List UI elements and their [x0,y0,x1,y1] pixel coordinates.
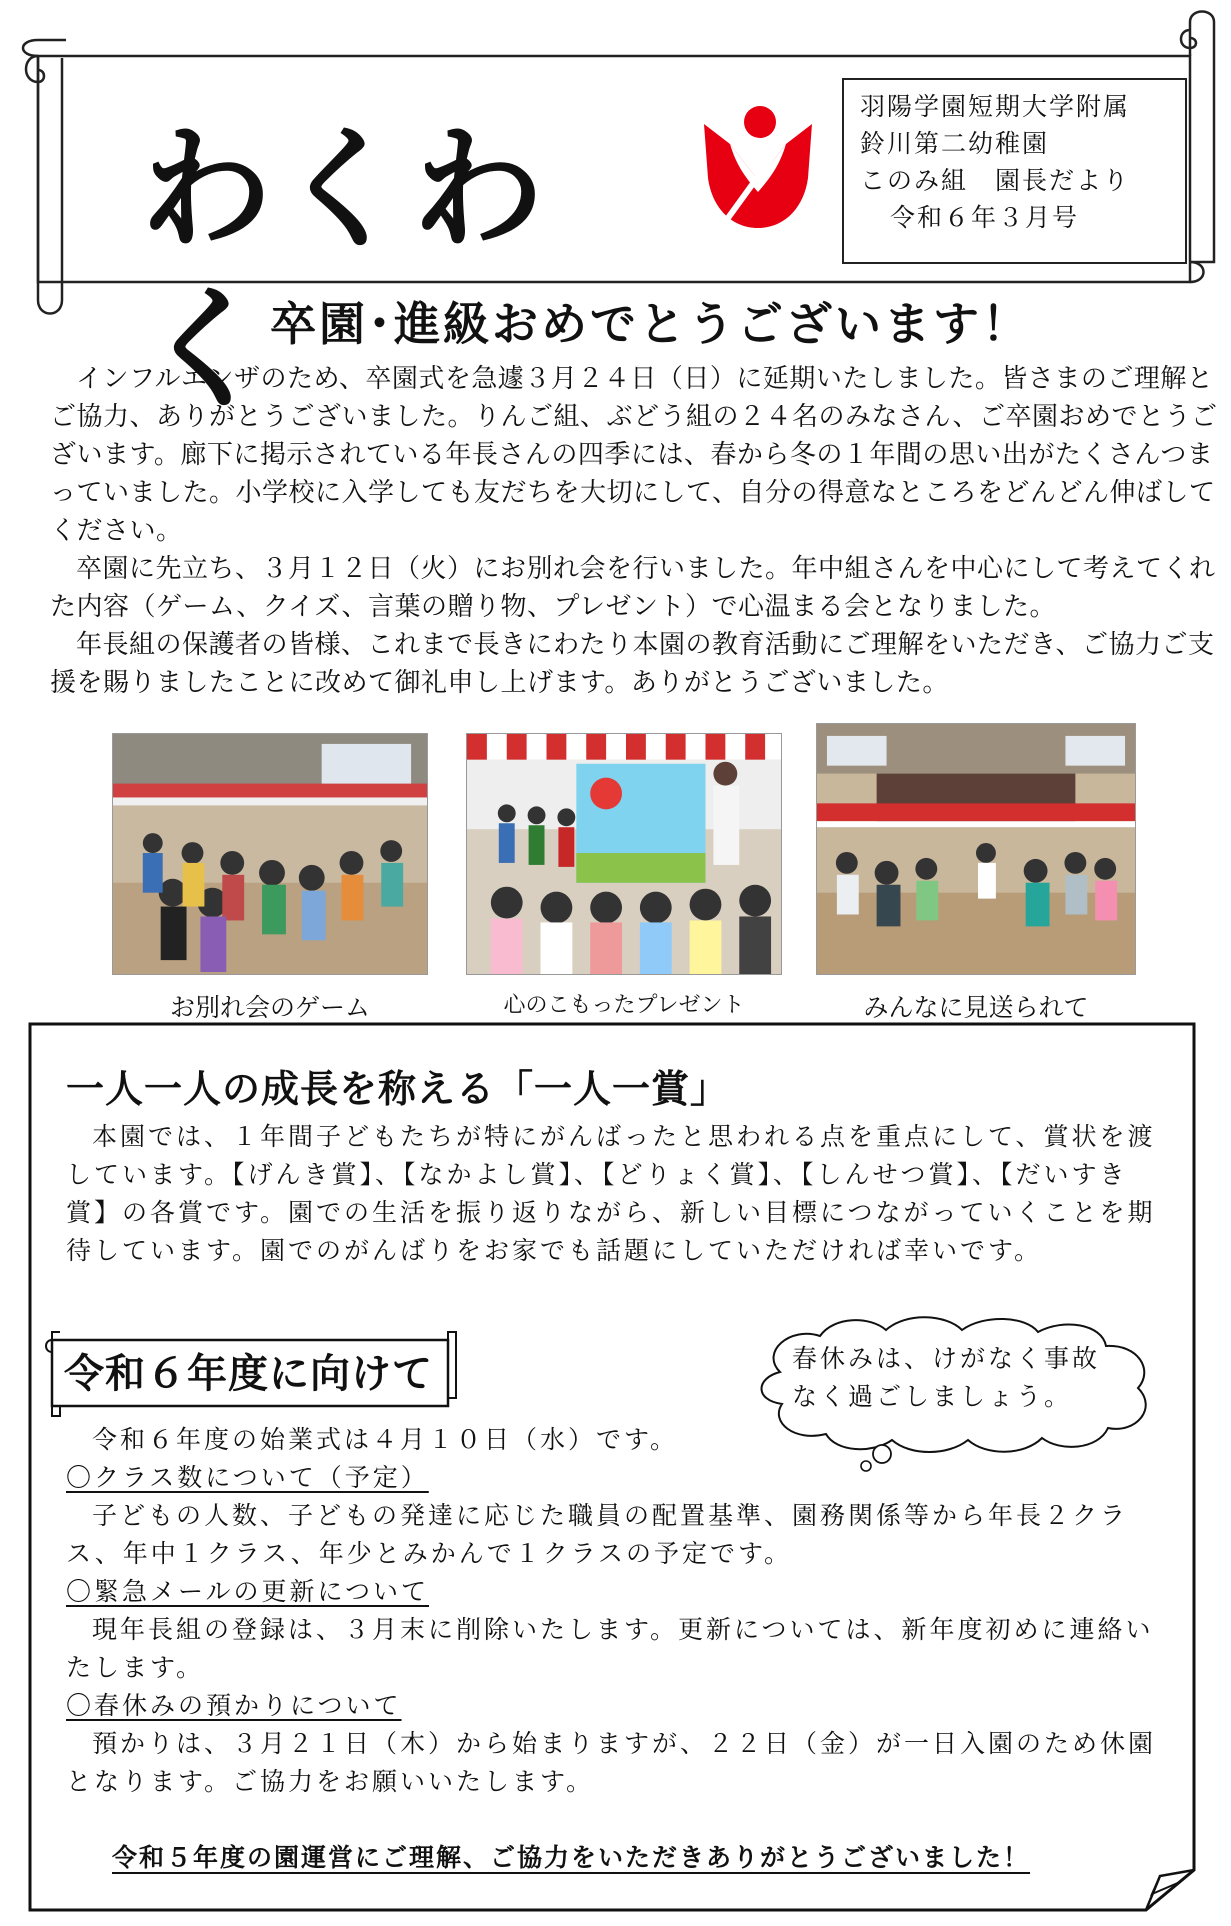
spring-care-text: 預かりは、３月２１日（木）から始まりますが、２２日（金）が一日入園のため休園となります。ご協力をお願いいたします。 [66,1729,1157,1796]
school-info-box [842,78,1187,264]
award-paragraph: 本園では、１年間子どもたちが特にがんばったと思われる点を重点にして、賞状を渡しています。【げんき賞】、【なかよし賞】、【どりょく賞】、【しんせつ賞】、【だいすき賞】の各賞です。園での生活を振り返りながら、新しい目標につながっていくことを期待しています。園でのがんばりをお家でも話題にしていただければ幸いです。 [66,1122,1156,1265]
reminder-line-1: 春休みは、けがなく事故 [792,1344,1101,1373]
term-start-text: 令和６年度の始業式は４月１０日（水）です。 [92,1425,679,1454]
emergency-mail-text: 現年長組の登録は、３月末に削除いたします。更新については、新年度初めに連絡いたします。 [66,1615,1154,1682]
tulip-logo-icon [700,100,815,235]
reminder-line-2: なく過ごしましょう。 [792,1382,1073,1411]
school-name-line-2: 鈴川第二幼稚園 [860,129,1050,158]
masthead-title: わくわく [140,113,548,427]
next-year-banner [44,1330,460,1418]
photo-caption-1: お別れ会のゲーム [169,993,370,1022]
intro-paragraph-2: 卒園に先立ち、３月１２日（火）にお別れ会を行いました。年中組さんを中心にして考えてくれた内容（ゲーム、クイズ、言葉の贈り物、プレゼント）で心温まる会となりました。 [50,554,1216,622]
next-year-banner-text: 令和６年度に向けて [64,1351,433,1397]
intro-paragraph-1: インフルエンザのため、卒園式を急遽３月２４日（日）に延期いたしました。皆さまのご理解とご協力、ありがとうございました。りんご組、ぶどう組の２４名のみなさん、ご卒園おめでとうございます。廊下に掲示されている年長さんの四季には、春から冬の１年間の思い出がたくさんつまっていました。小学校に入学しても友だちを大切にして、自分の得意なところをどんどん伸ばしてください。 [50,364,1218,546]
reminder-text [792,1340,1100,1416]
spring-care-heading: 〇春休みの預かりについて [66,1691,402,1720]
closing-message: 令和５年度の園運営にご理解、ご協力をいただきありがとうございました！ [112,1843,1031,1872]
photo-caption-3: みんなに見送られて [863,993,1089,1022]
class-count-text: 子どもの人数、子どもの発達に応じた職員の配置基準、園務関係等から年長２クラス、年中１クラス、年少とみかんで１クラスの予定です。 [66,1501,1129,1568]
issue-date: 令和６年３月号 [890,203,1080,232]
school-name-line-1: 羽陽学園短期大学附属 [860,92,1131,121]
class-count-heading: 〇クラス数について（予定） [66,1463,429,1492]
next-year-details [66,1421,1166,1801]
emergency-mail-heading: 〇緊急メールの更新について [66,1577,430,1606]
intro-text [50,360,1220,702]
photo-caption-2: 心のこもったプレゼント [503,993,745,1018]
photo-farewell-game [112,733,428,975]
award-section-title: 一人一人の成長を称える「一人一賞」 [66,1067,730,1111]
photo-heartfelt-present [466,733,782,975]
main-title: 卒園･進級おめでとうございます！ [270,297,1031,351]
photo-send-off [816,723,1136,975]
intro-paragraph-3: 年長組の保護者の皆様、これまで長きにわたり本園の教育活動にご理解をいただき、ご協力ご支援を賜りましたことに改めて御礼申し上げます。ありがとうございました。 [50,630,1215,698]
award-text [66,1118,1166,1270]
class-newsletter-line: このみ組 園長だより [860,166,1131,195]
